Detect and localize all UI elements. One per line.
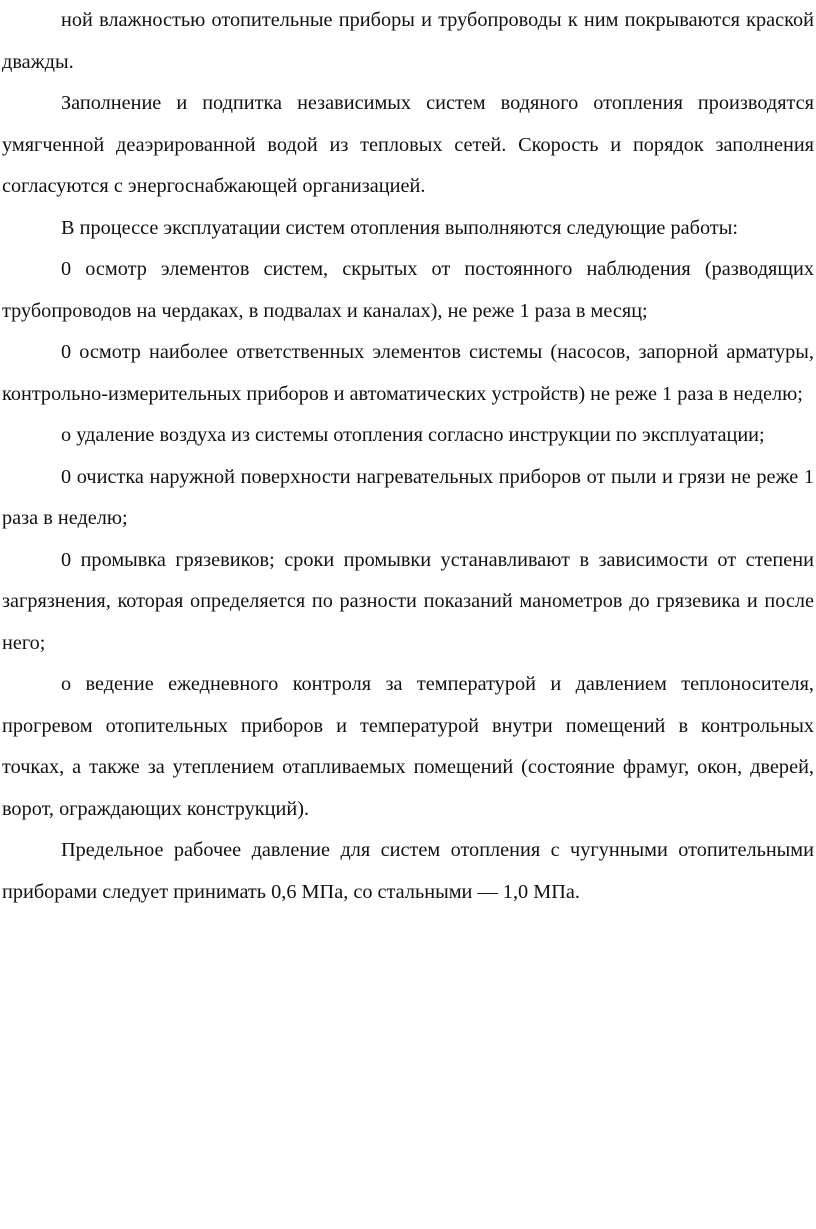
list-item-inspection-critical: 0 осмотр наиболее ответственных элементов системы (насосов, запорной арматуры, контрольно-измерительных приборов и автоматических устройств) не реже 1 раза в неделю;: [2, 341, 814, 405]
list-item-daily-control: о ведение ежедневного контроля за температурой и давлением теплоносителя, прогревом отопительных приборов и температурой внутри помещений в контрольных точках, а также за утеплением отапливаемых помещений (состояние фрамуг, окон, дверей, ворот, ограждающих конструкций).: [2, 673, 814, 820]
list-item-inspection-hidden: 0 осмотр элементов систем, скрытых от постоянного наблюдения (разводящих трубопроводов на чердаках, в подвалах и каналах), не реже 1 раза в месяц;: [2, 258, 814, 322]
paragraph-max-pressure: Предельное рабочее давление для систем отопления с чугунными отопительными приборами следует принимать 0,6 МПа, со стальными — 1,0 МПа.: [2, 839, 814, 903]
list-item-air-removal: о удаление воздуха из системы отопления согласно инструкции по эксплуатации;: [61, 424, 765, 446]
paragraph-works-intro: В процессе эксплуатации систем отопления выполняются следующие работы:: [61, 216, 738, 239]
paragraph-continuation: ной влажностью отопительные приборы и трубопроводы к ним покрываются краской дважды.: [2, 9, 814, 73]
paragraph-filling: Заполнение и подпитка независимых систем водяного отопления производятся умягченной деаэрированной водой из тепловых сетей. Скорость и порядок заполнения согласуются с энергоснабжающей организацией.: [2, 92, 814, 197]
list-item-cleaning: 0 очистка наружной поверхности нагревательных приборов от пыли и грязи не реже 1 раза в неделю;: [2, 465, 814, 529]
list-item-mud-trap-flushing: 0 промывка грязевиков; сроки промывки устанавливают в зависимости от степени загрязнения, которая определяется по разности показаний манометров до грязевика и после него;: [2, 548, 814, 654]
document-page: [2, 0, 814, 913]
